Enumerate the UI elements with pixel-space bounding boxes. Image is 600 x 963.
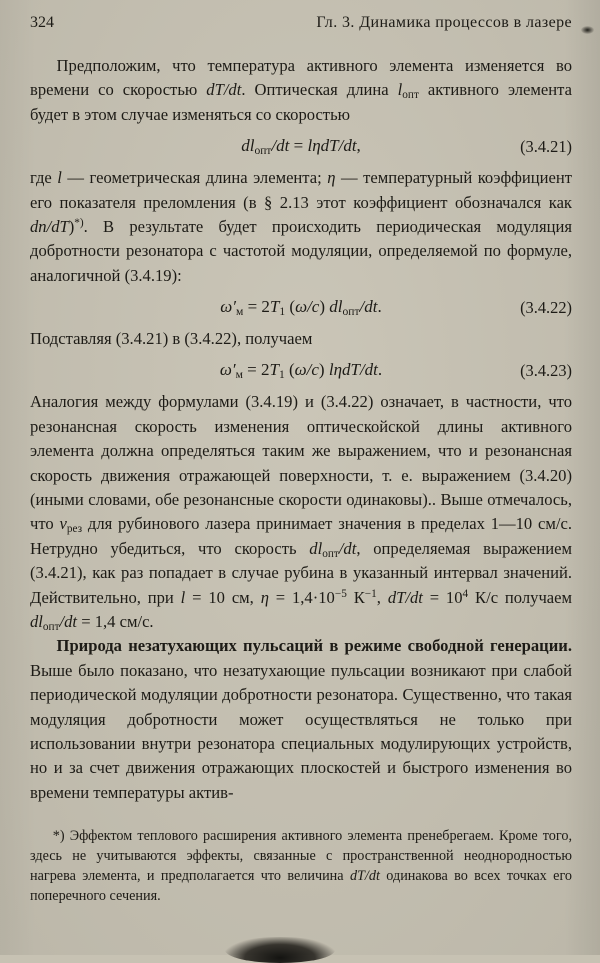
paragraph: Подставляя (3.4.21) в (3.4.22), получаем: [30, 329, 313, 349]
paragraph: где l — геометрическая длина элемента; η — температурный коэффициент его показателя преломления (в § 2.13 этот коэффициент обозначался как dn/dT)*). В результате будет происходить периодическая модуляция добротности резонатора с частотой модуляции, определяемой по формуле, аналогичной (3.4.19):: [30, 168, 572, 285]
equation-body: $\omega'_м = 2T_1$ (ω/c) $dl_{опт}/dt$.: [220, 297, 382, 318]
chapter-header: Гл. 3. Динамика процессов в лазере: [316, 14, 572, 31]
page-number: 324: [30, 14, 54, 31]
equation-body: $dl_{опт}/dt = l\eta dT/dt$,: [241, 136, 361, 158]
footnote: *) Эффектом теплового расширения активного элемента пренебрегаем. Кроме того, здесь не учитываются эффекты, связанные с пространственной неоднородностью нагрева элемента, и предполагается что величина dT/dt одинакова во всех точках его поперечного сечения.: [30, 828, 572, 904]
equation-number: (3.4.23): [520, 361, 572, 381]
page-body: [30, 54, 572, 907]
paragraph: Аналогия между формулами (3.4.19) и (3.4.22) означает, в частности, что резонансная скорость изменения оптическойской длины активного элемента должна определяться таким же выражением, что и резонансная скорость движения отражающей поверхности, т. е. выражением (3.4.20) (иными словами, обе резонансные скорости одинаковы).. Выше отмечалось, что $v_{рез}$ для рубинового лазера принимает значения в пределах 1—10 см/с. Нетрудно убедиться, что скорость $dl_{опт}/dt$, определяемая выражением (3.4.21), как раз попадает в случае рубина в указанный интервал значений. Действительно, при l = 10 см, $\eta = 1,4\cdot 10^{-5}$ $К^{-1}$, $dT/dt = 10^4$ К/с получаем $dl_{опт}/dt = 1,4$ см/с.: [30, 392, 573, 633]
paragraph: Предположим, что температура активного элемента изменяется во времени со скоростью dT/dt. Оптическая длина $l_{опт}$ активного элемента будет в этом случае изменяться со скоростью: [30, 56, 572, 124]
equation-3-4-23: [30, 358, 572, 383]
page-header: [30, 14, 572, 32]
equation-number: (3.4.22): [520, 298, 572, 318]
equation-body: $\omega'_м = 2T_1$ (ω/c) lηdT/dt.: [219, 360, 383, 382]
equation-number: (3.4.21): [520, 137, 572, 157]
equation-3-4-22: [30, 295, 572, 320]
equation-3-4-21: [30, 134, 572, 159]
scan-corner-mark: [581, 26, 594, 34]
scan-artifact: [225, 937, 335, 963]
paragraph: Природа незатухающих пульсаций в режиме свободной генерации. Выше было показано, что незатухающие пульсации возникают при слабой периодической модуляции добротности резонатора. Существенно, что такая модуляция добротности может осуществляться не только при использовании внутри резонатора специальных модулирующих устройств, но и за счет движения отражающих плоскостей и быстрого изменения во времени температуры актив-: [30, 636, 572, 802]
